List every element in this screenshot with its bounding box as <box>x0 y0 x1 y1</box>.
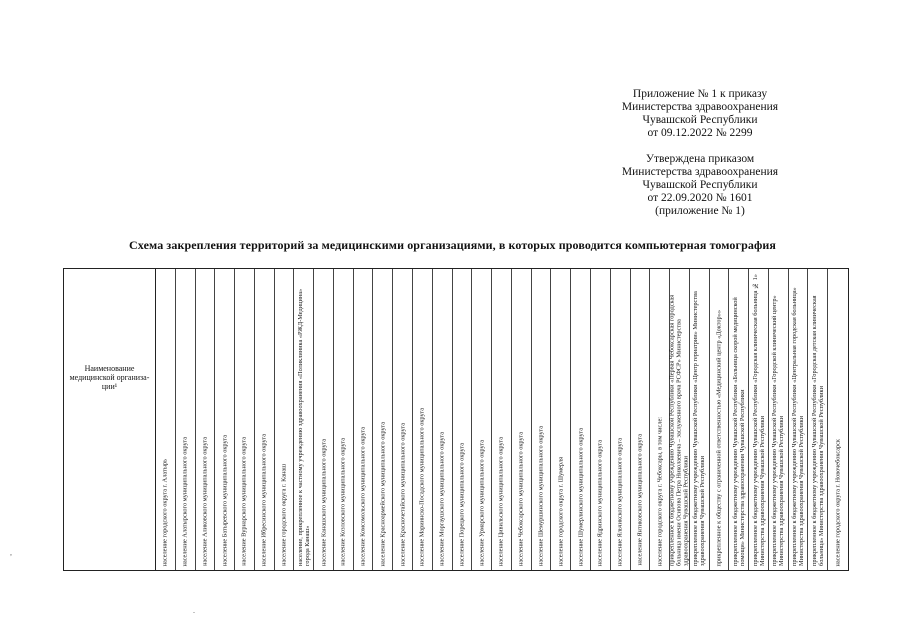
appendix-block <box>590 88 810 218</box>
table-column <box>413 269 433 570</box>
table-column <box>710 269 730 570</box>
table-column <box>334 269 354 570</box>
column-label: население Шумерлинского муниципального округа <box>577 427 585 566</box>
column-label: население городского округа г. Новочебоксарск <box>834 438 842 566</box>
table-column <box>373 269 393 570</box>
table-column <box>591 269 611 570</box>
column-label: население Яльчикского муниципального округа <box>616 437 624 566</box>
stray-mark: , <box>10 548 12 557</box>
table-column <box>196 269 216 570</box>
column-label: население Комсомольского муниципального округа <box>359 427 367 566</box>
column-label: прикрепленное к обществу с ограниченной ответственностью «Медицинский центр «Доктор»» <box>715 309 723 566</box>
table-column <box>354 269 374 570</box>
table-column <box>571 269 591 570</box>
approval-line: Чувашской Республики <box>642 179 758 191</box>
approval-line: (приложение № 1) <box>655 205 745 217</box>
column-label: прикрепленное к бюджетному учреждению Чувашской Республики «Первая Чебоксарская городская больница имени Осипова Петра Николаевича – заслуженного врача РСФСР» Министерства здравоохранения Чувашской Республики <box>668 294 690 566</box>
appendix-line: от 09.12.2022 № 2299 <box>647 127 753 139</box>
table-column <box>512 269 532 570</box>
column-label: население Мариинско-Посадского муниципального округа <box>418 407 426 566</box>
table-column <box>215 269 235 570</box>
column-label: население городского округа г. Чебоксары, в том числе: <box>656 416 664 566</box>
table-column <box>314 269 334 570</box>
table-column <box>453 269 473 570</box>
column-label: прикрепленное к бюджетному учреждению Чувашской Республики «Городская клиническая больница № 1» Министерства здравоохранения Чувашской Республики <box>751 274 766 566</box>
column-label: население Ибресинского муниципального округа <box>260 433 268 566</box>
approval-line: от 22.09.2020 № 1601 <box>647 192 753 204</box>
table-column <box>393 269 413 570</box>
table-column <box>294 269 314 570</box>
approval-line: Утверждена приказом <box>645 153 755 165</box>
table-header-label: Наименование медицинской организа-ции¹ <box>69 364 150 391</box>
table-column <box>670 269 690 570</box>
column-label: прикрепленное к бюджетному учреждению Чувашской Республики «Городская детская клиническая больница» Министерства здравоохранения Чувашской Республики <box>810 295 825 566</box>
column-label: население городского округа г. Канаш <box>280 464 288 566</box>
column-label: население, прикрепленное к частному учреждению здравоохранения «Поликлиника «РЖД-Медицина» города Канаш» <box>296 288 311 566</box>
table-column <box>472 269 492 570</box>
table-column <box>749 269 769 570</box>
approval-line: Министерства здравоохранения <box>621 166 779 178</box>
column-label: прикрепленное к бюджетному учреждению Чувашской Республики «Больница скорой медицинской помощи» Министерства здравоохранения Чувашской Республики <box>731 297 746 566</box>
column-label: население Ядринского муниципального округа <box>596 439 604 566</box>
column-label: население Козловского муниципального округа <box>339 438 347 566</box>
column-label: население Батыревского муниципального округа <box>221 434 229 566</box>
column-label: население Шемуршинского муниципального округа <box>537 425 545 566</box>
table-column <box>808 269 828 570</box>
column-label: прикрепленное к бюджетному учреждению Чувашской Республики «Центр гериатрии» Министерства здравоохранения Чувашской Республики <box>692 291 707 566</box>
column-label: население городского округа г. Шумерля <box>557 456 565 566</box>
table-column <box>650 269 670 570</box>
appendix-line: Приложение № 1 к приказу <box>632 88 768 100</box>
column-label: население Цивильского муниципального округа <box>497 436 505 566</box>
column-label: прикрепленное к бюджетному учреждению Чувашской Республики «Городской клинический центр» Министерства здравоохранения Чувашской Республики <box>771 295 786 566</box>
stray-mark: . <box>193 606 195 615</box>
column-label: население Урмарского муниципального округа <box>478 440 486 566</box>
table-column <box>255 269 275 570</box>
column-label: прикрепленное к бюджетному учреждению Чувашской Республики «Центральная городская больница» Министерства здравоохранения Чувашской Республики <box>791 287 806 566</box>
table-column <box>551 269 571 570</box>
column-label: население Порецкого муниципального округа <box>458 442 466 566</box>
table-column <box>769 269 789 570</box>
column-label: население Вурнарского муниципального округа <box>240 437 248 566</box>
appendix-line: Чувашской Республики <box>642 114 758 126</box>
table-column <box>789 269 809 570</box>
column-label: население Алатырского муниципального округа <box>181 436 189 566</box>
table-column <box>433 269 453 570</box>
column-label: население Аликовского муниципального округа <box>201 437 209 566</box>
table-header-cell <box>64 269 156 570</box>
appendix-line: Министерства здравоохранения <box>621 101 779 113</box>
table-column <box>275 269 295 570</box>
table-column <box>729 269 749 570</box>
column-label: население Янтиковского муниципального округа <box>636 434 644 566</box>
table-column <box>631 269 651 570</box>
column-label: население Моргаушского муниципального округа <box>438 432 446 566</box>
table-column <box>828 269 848 570</box>
column-label: население Канашского муниципального округа <box>320 439 328 566</box>
table-column <box>492 269 512 570</box>
table-column <box>611 269 631 570</box>
territory-table <box>63 268 849 571</box>
column-label: население Красночетайского муниципального округа <box>399 422 407 566</box>
column-label: население городского округа г. Алатырь <box>161 458 169 566</box>
table-column <box>176 269 196 570</box>
table-column <box>532 269 552 570</box>
column-label: население Красноармейского муниципального округа <box>379 421 387 566</box>
table-column <box>235 269 255 570</box>
document-title: Схема закрепления территорий за медицинскими организациями, в которых проводится компьютерная томография <box>129 238 776 252</box>
column-label: население Чебоксарского муниципального округа <box>517 432 525 566</box>
table-column <box>156 269 176 570</box>
table-column <box>690 269 710 570</box>
